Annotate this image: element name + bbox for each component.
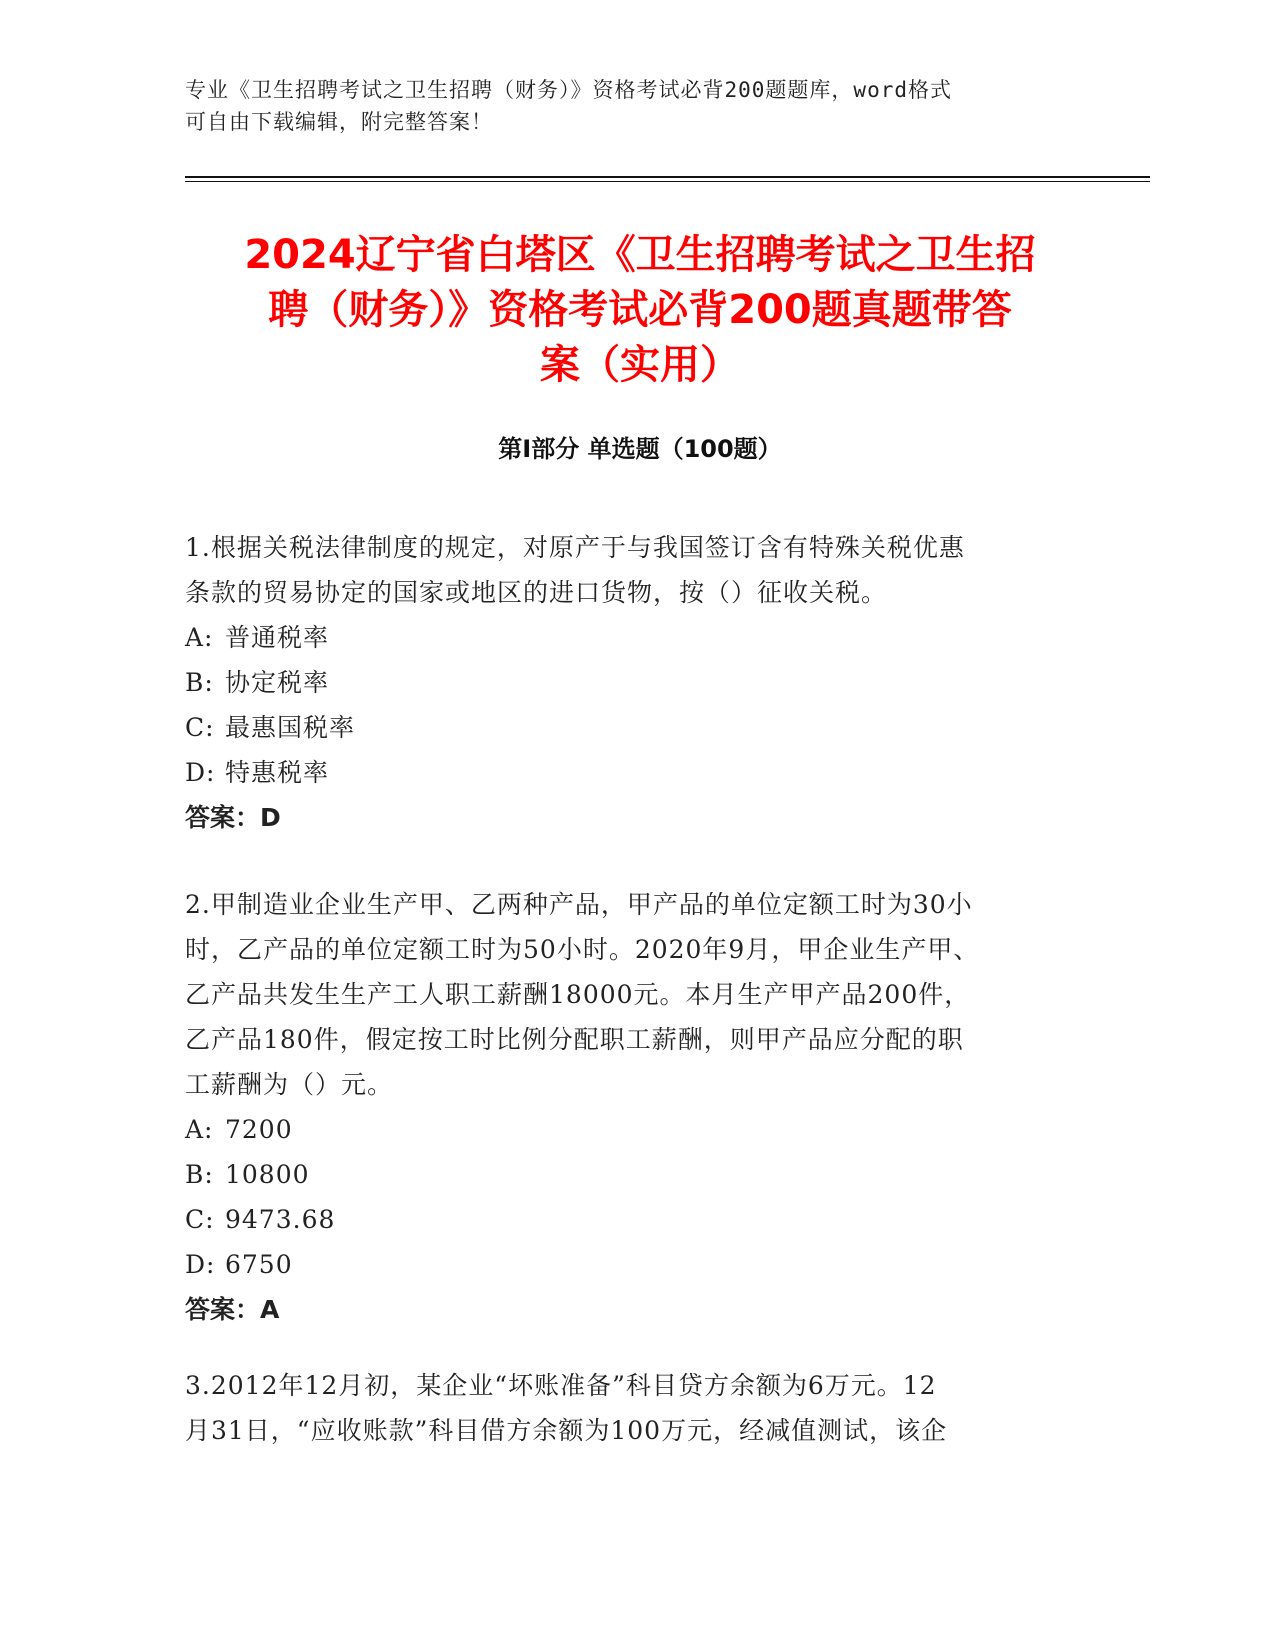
question-1 bbox=[185, 525, 1065, 840]
option-label: B: bbox=[185, 668, 214, 697]
question-text-line: 工薪酬为（）元。 bbox=[185, 1070, 394, 1099]
option-text: 特惠税率 bbox=[225, 758, 330, 787]
header-divider-thick bbox=[185, 176, 1150, 178]
option-text: 6750 bbox=[225, 1250, 293, 1279]
question-text-line: 乙产品共发生生产工人职工薪酬18000元。本月生产甲产品200件， bbox=[185, 980, 971, 1009]
question-3 bbox=[185, 1363, 1065, 1453]
question-2 bbox=[185, 882, 1065, 1332]
question-text-line: 1.根据关税法律制度的规定，对原产于与我国签订含有特殊关税优惠 bbox=[185, 533, 965, 562]
question-text-line: 乙产品180件，假定按工时比例分配职工薪酬，则甲产品应分配的职 bbox=[185, 1025, 964, 1054]
option-text: 最惠国税率 bbox=[225, 713, 356, 742]
option-d bbox=[185, 750, 1065, 795]
option-text: 普通税率 bbox=[225, 623, 330, 652]
option-text: 7200 bbox=[225, 1115, 293, 1144]
title-line: 案（实用） bbox=[540, 342, 740, 388]
intro-line: 可自由下载编辑，附完整答案！ bbox=[185, 110, 493, 134]
option-c bbox=[185, 1197, 1065, 1242]
option-a bbox=[185, 1107, 1065, 1152]
option-d bbox=[185, 1242, 1065, 1287]
title-line: 2024辽宁省白塔区《卫生招聘考试之卫生招 bbox=[244, 232, 1036, 278]
option-a bbox=[185, 615, 1065, 660]
question-text-line: 时，乙产品的单位定额工时为50小时。2020年9月，甲企业生产甲、 bbox=[185, 935, 980, 964]
option-label: A: bbox=[185, 623, 214, 652]
option-b bbox=[185, 660, 1065, 705]
option-label: A: bbox=[185, 1115, 214, 1144]
question-text-line: 2.甲制造业企业生产甲、乙两种产品，甲产品的单位定额工时为30小 bbox=[185, 890, 973, 919]
option-text: 9473.68 bbox=[225, 1205, 336, 1234]
answer-line: 答案：D bbox=[185, 803, 281, 832]
option-label: B: bbox=[185, 1160, 214, 1189]
option-label: C: bbox=[185, 1205, 215, 1234]
section-heading: 第I部分 单选题（100题） bbox=[498, 435, 782, 463]
option-text: 协定税率 bbox=[225, 668, 330, 697]
question-text-line: 条款的贸易协定的国家或地区的进口货物，按（）征收关税。 bbox=[185, 578, 888, 607]
option-label: C: bbox=[185, 713, 215, 742]
option-c bbox=[185, 705, 1065, 750]
option-b bbox=[185, 1152, 1065, 1197]
option-text: 10800 bbox=[225, 1160, 310, 1189]
option-label: D: bbox=[185, 1250, 216, 1279]
answer-line: 答案：A bbox=[185, 1295, 280, 1324]
header-divider-thin bbox=[185, 181, 1150, 182]
option-label: D: bbox=[185, 758, 216, 787]
question-text-line: 月31日，“应收账款”科目借方余额为100万元，经减值测试，该企 bbox=[185, 1416, 948, 1445]
document-title bbox=[185, 228, 1095, 393]
question-text-line: 3.2012年12月初，某企业“坏账准备”科目贷方余额为6万元。12 bbox=[185, 1371, 937, 1400]
title-line: 聘（财务）》资格考试必背200题真题带答 bbox=[268, 287, 1012, 333]
intro-line: 专业《卫生招聘考试之卫生招聘（财务）》资格考试必背200题题库，word格式 bbox=[185, 78, 952, 102]
intro-text bbox=[185, 74, 1065, 138]
